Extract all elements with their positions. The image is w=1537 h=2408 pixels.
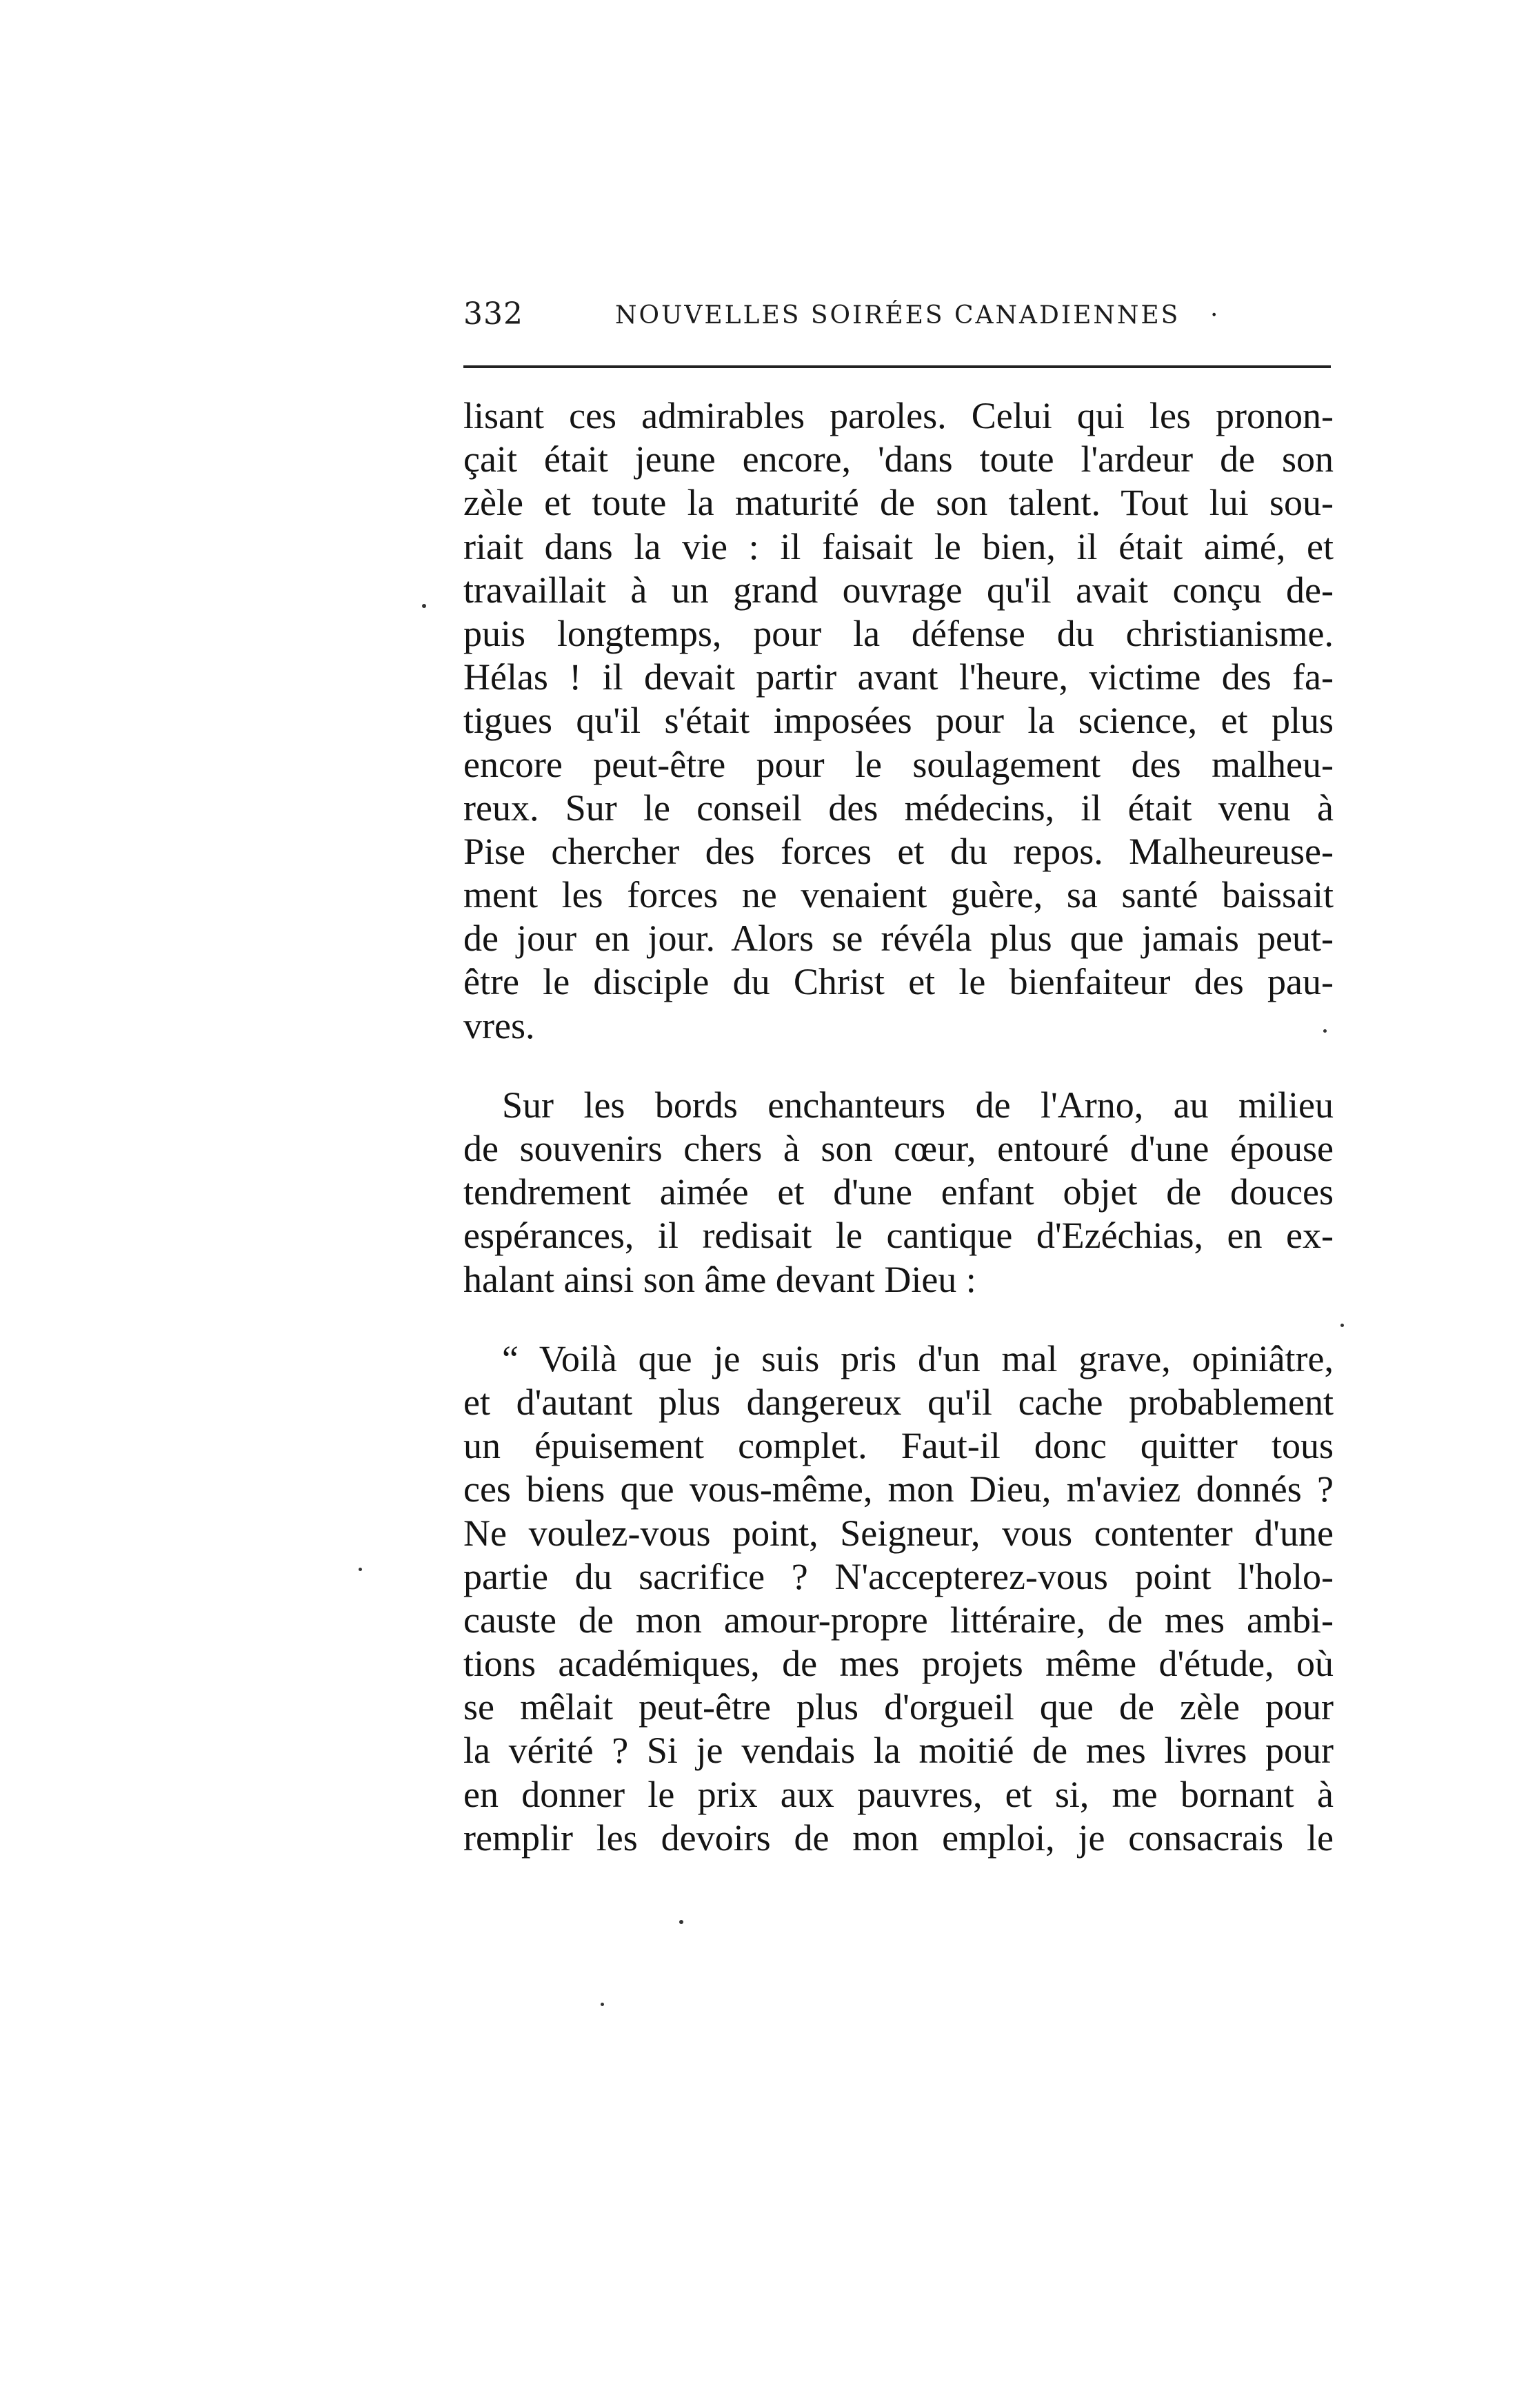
text-line: être le disciple du Christ et le bienfaiteur des pau- — [463, 961, 1334, 1003]
header-rule — [463, 365, 1331, 368]
text-line: tigues qu'il s'était imposées pour la science, et plus — [463, 700, 1334, 742]
text-line: de souvenirs chers à son cœur, entouré d'une épouse — [463, 1128, 1334, 1169]
paragraph-2 — [463, 1084, 1334, 1302]
text-line: se mêlait peut-être plus d'orgueil que de zèle pour — [463, 1686, 1334, 1728]
text-line: et d'autant plus dangereux qu'il cache probablement — [463, 1381, 1334, 1423]
text-line: “ Voilà que je suis pris d'un mal grave, opiniâtre, — [502, 1337, 1334, 1379]
text-line: remplir les devoirs de mon emploi, je consacrais le — [463, 1817, 1334, 1859]
text-line: riait dans la vie : il faisait le bien, il était aimé, et — [463, 525, 1334, 567]
text-line: Ne voulez-vous point, Seigneur, vous contenter d'une — [463, 1512, 1334, 1554]
text-line: halant ainsi son âme devant Dieu : — [463, 1258, 976, 1300]
text-line: çait était jeune encore, 'dans toute l'ardeur de son — [463, 438, 1334, 480]
page-header — [463, 294, 1331, 335]
text-line: Hélas ! il devait partir avant l'heure, victime des fa- — [463, 656, 1334, 698]
stray-speck — [1323, 1029, 1327, 1033]
running-head: NOUVELLES SOIRÉES CANADIENNES — [615, 301, 1181, 330]
text-line: un épuisement complet. Faut-il donc quitter tous — [463, 1425, 1334, 1467]
text-line: travaillait à un grand ouvrage qu'il avait conçu de- — [463, 569, 1334, 611]
text-line: espérances, il redisait le cantique d'Ezéchias, en ex- — [463, 1215, 1334, 1257]
text-line: zèle et toute la maturité de son talent. Tout lui sou- — [463, 482, 1334, 524]
paragraph-gap — [463, 1048, 1334, 1084]
stray-speck — [679, 1920, 683, 1924]
text-line: la vérité ? Si je vendais la moitié de mes livres pour — [463, 1730, 1334, 1772]
text-line: causte de mon amour-propre littéraire, de mes ambi- — [463, 1599, 1334, 1641]
paragraph-1 — [463, 394, 1334, 1048]
paragraph-3 — [463, 1337, 1334, 1860]
text-line: tendrement aimée et d'une enfant objet de douces — [463, 1171, 1334, 1213]
text-line: ces biens que vous-même, mon Dieu, m'aviez donnés ? — [463, 1468, 1334, 1510]
text-line: reux. Sur le conseil des médecins, il était venu à — [463, 787, 1334, 829]
page-number: 332 — [463, 296, 523, 332]
text-line: lisant ces admirables paroles. Celui qui les pronon- — [463, 395, 1334, 436]
text-line: puis longtemps, pour la défense du christianisme. — [463, 612, 1334, 654]
stray-speck — [601, 2003, 604, 2006]
text-line: Sur les bords enchanteurs de l'Arno, au milieu — [502, 1084, 1334, 1126]
stray-speck — [422, 604, 426, 608]
text-line: tions académiques, de mes projets même d'étude, où — [463, 1643, 1334, 1685]
stray-speck — [359, 1568, 362, 1571]
body-text — [463, 394, 1334, 1860]
paragraph-gap — [463, 1302, 1334, 1337]
text-line: ment les forces ne venaient guère, sa santé baissait — [463, 874, 1334, 916]
text-line: vres. — [463, 1004, 535, 1046]
text-line: en donner le prix aux pauvres, et si, me bornant à — [463, 1773, 1334, 1815]
text-line: de jour en jour. Alors se révéla plus que jamais peut- — [463, 918, 1334, 960]
stray-speck — [1340, 1324, 1344, 1327]
text-line: encore peut-être pour le soulagement des malheu- — [463, 743, 1334, 785]
text-line: partie du sacrifice ? N'accepterez-vous point l'holo- — [463, 1555, 1334, 1597]
text-line: Pise chercher des forces et du repos. Malheureuse- — [463, 830, 1334, 872]
header-ornament: · — [1210, 301, 1218, 330]
